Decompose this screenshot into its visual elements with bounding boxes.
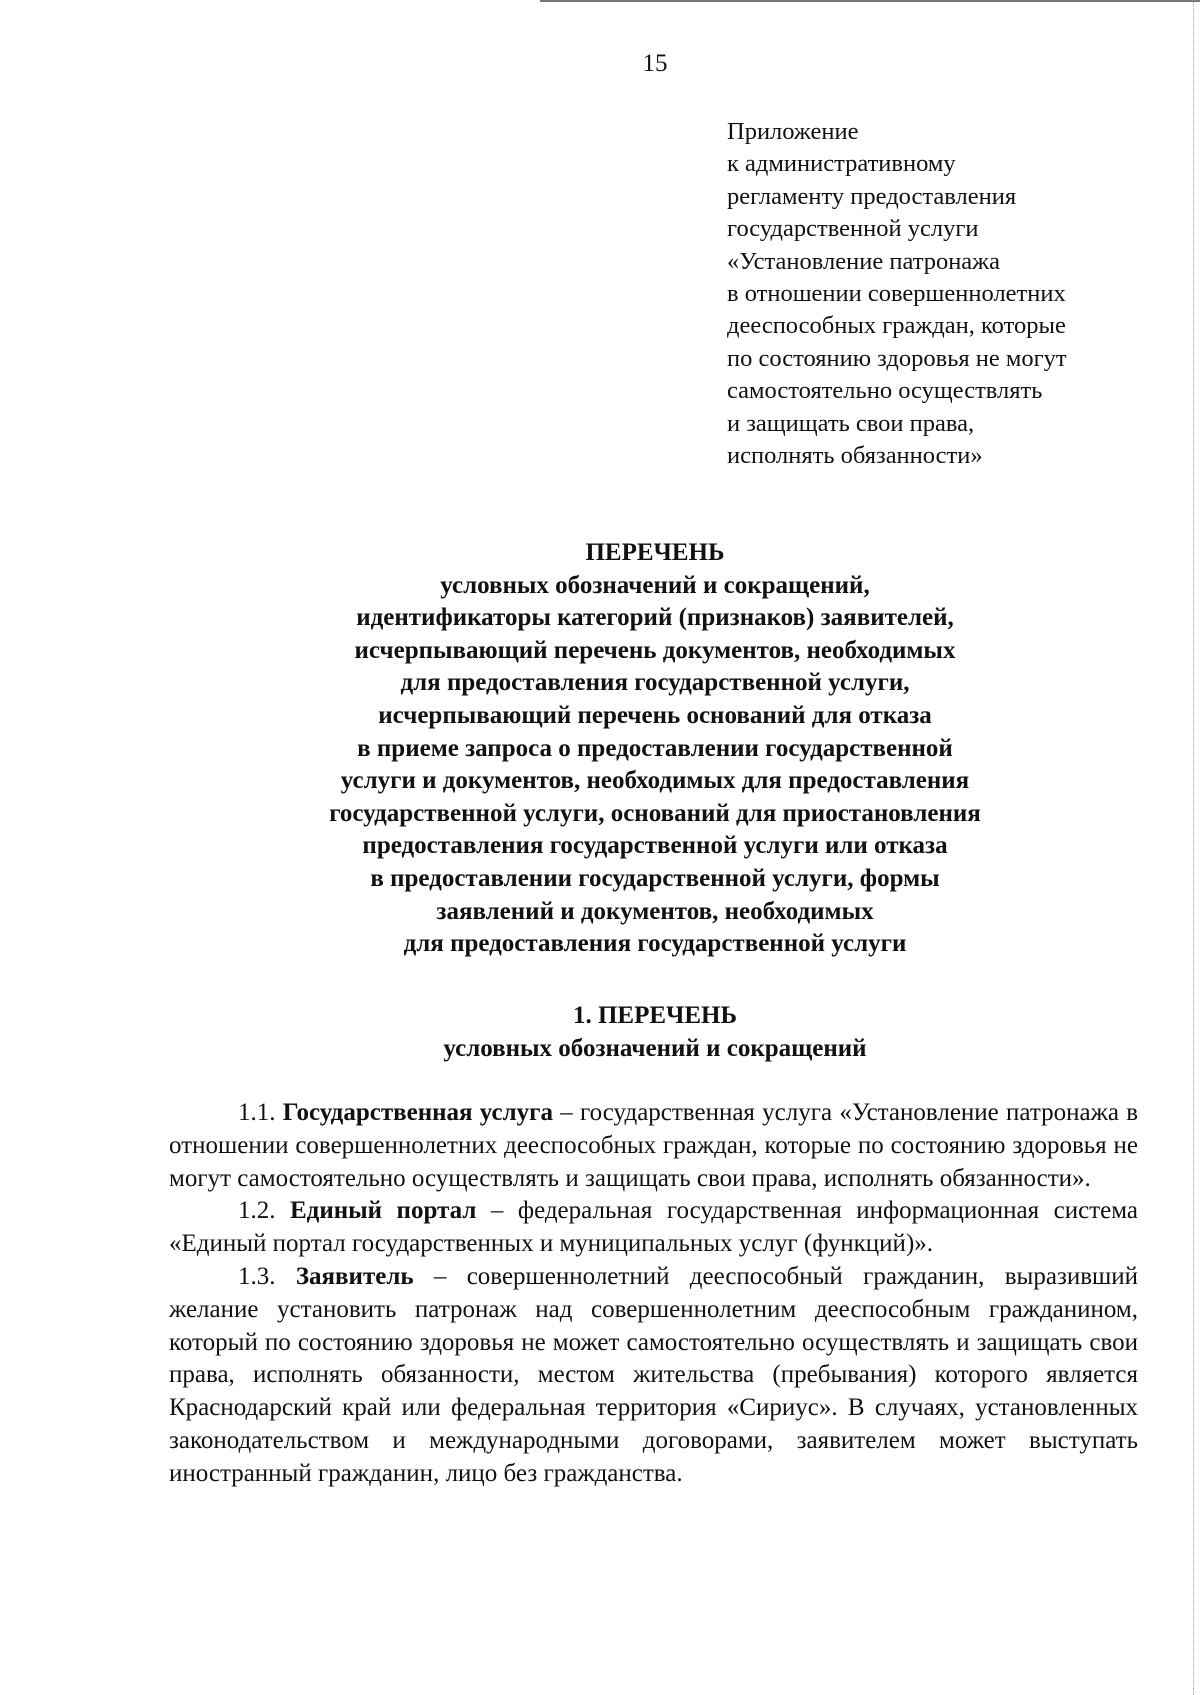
title-line: исчерпывающий перечень оснований для отказа xyxy=(378,701,932,729)
paragraph-number: 1.3. xyxy=(238,1262,276,1290)
appendix-line: к административному xyxy=(727,150,956,178)
definition-text: – совершеннолетний дееспособный гражданин, выразивший желание установить патронаж над совершеннолетним дееспособным гражданином, который по состоянию здоровья не может самостоятельно осуществлять и защищать свои права, исполнять обязанности, местом жительства (пребывания) которого является Краснодарский край или федеральная территория «Сириус». В случаях, установленных законодательством и международными договорами, заявителем может выступать иностранный гражданин, лицо без гражданства. xyxy=(169,1262,1139,1487)
definition-term: Заявитель xyxy=(295,1262,414,1290)
definition-paragraph xyxy=(169,1097,1138,1195)
appendix-line: по состоянию здоровья не могут xyxy=(727,344,1067,372)
section-heading: 1. ПЕРЕЧЕНЬ xyxy=(572,1002,738,1029)
appendix-line: «Установление патронажа xyxy=(727,247,1000,275)
section-subheading: условных обозначений и сокращений xyxy=(443,1035,867,1062)
paragraph-number: 1.2. xyxy=(238,1197,276,1225)
title-line: идентификаторы категорий (признаков) заявителей, xyxy=(356,604,954,632)
title-line: для предоставления государственной услуги xyxy=(403,930,907,958)
title-line: для предоставления государственной услуги, xyxy=(400,669,910,697)
paragraph-number: 1.1. xyxy=(238,1099,276,1126)
title-line: в предоставлении государственной услуги, формы xyxy=(370,864,940,892)
document-title xyxy=(0,537,1200,961)
appendix-line: Приложение xyxy=(727,118,859,145)
appendix-line: регламенту предоставления xyxy=(727,182,1017,210)
scan-top-edge xyxy=(540,0,1200,6)
definition-paragraph xyxy=(169,1261,1138,1491)
section-header xyxy=(0,999,1200,1065)
title-line: условных обозначений и сокращений, xyxy=(440,571,870,599)
title-line: государственной услуги, оснований для приостановления xyxy=(329,799,981,827)
definition-text: – федеральная государственная информационная система «Единый портал государственных и муниципальных услуг (функций)». xyxy=(169,1197,1138,1258)
appendix-line: дееспособных граждан, которые xyxy=(727,312,1066,340)
title-line: исчерпывающий перечень документов, необходимых xyxy=(354,636,956,664)
appendix-line: и защищать свои права, xyxy=(727,409,975,437)
appendix-line: самостоятельно осуществлять xyxy=(727,377,1043,405)
title-line: услуги и документов, необходимых для предоставления xyxy=(340,767,970,795)
definition-term: Единый портал xyxy=(290,1197,477,1225)
page-number: 15 xyxy=(642,50,668,77)
definition-term: Государственная услуга xyxy=(282,1099,553,1126)
appendix-note xyxy=(727,116,1067,472)
definition-paragraph xyxy=(169,1195,1138,1261)
title-line: заявлений и документов, необходимых xyxy=(436,897,874,925)
title-heading: ПЕРЕЧЕНЬ xyxy=(585,539,725,566)
appendix-line: в отношении совершеннолетних xyxy=(727,280,1066,308)
title-line: предоставления государственной услуги или отказа xyxy=(362,832,948,860)
definitions-list xyxy=(169,1097,1138,1491)
title-line: в приеме запроса о предоставлении государственной xyxy=(357,734,953,762)
appendix-line: исполнять обязанности» xyxy=(727,442,983,470)
appendix-line: государственной услуги xyxy=(727,215,979,243)
definition-text: – государственная услуга «Установление патронажа в отношении совершеннолетних дееспособных граждан, которые по состоянию здоровья не могут самостоятельно осуществлять и защищать свои права, исполнять обязанности». xyxy=(169,1099,1139,1192)
